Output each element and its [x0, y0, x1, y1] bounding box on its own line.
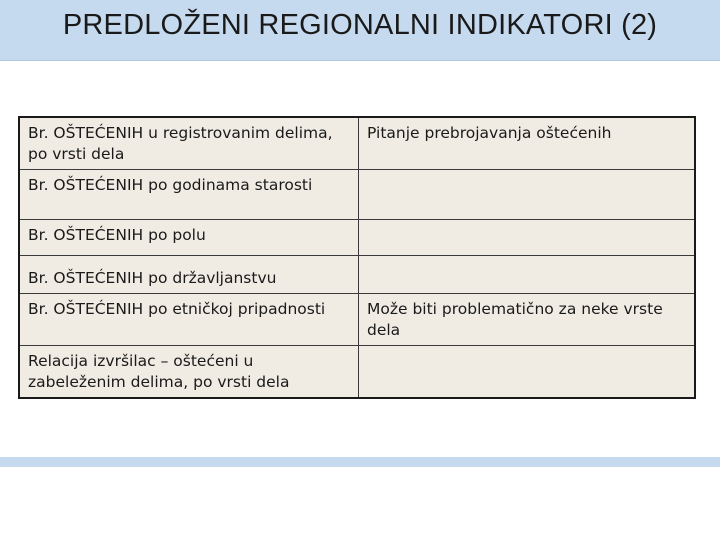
- indicator-cell: Relacija izvršilac – oštećeni u zabeleženim delima, po vrsti dela: [19, 346, 359, 399]
- indicator-cell: Br. OŠTEĆENIH u registrovanim delima, po vrsti dela: [19, 117, 359, 170]
- table-row: [19, 170, 695, 220]
- note-cell: [359, 256, 696, 294]
- table-row: [19, 117, 695, 170]
- note-cell: [359, 346, 696, 399]
- title-bar: [0, 0, 720, 61]
- note-cell: Pitanje prebrojavanja oštećenih: [359, 117, 696, 170]
- indicator-cell: Br. OŠTEĆENIH po polu: [19, 220, 359, 256]
- table-row: [19, 220, 695, 256]
- indicators-table: [18, 116, 696, 399]
- bottom-bar: [0, 457, 720, 467]
- table-row: [19, 294, 695, 346]
- indicator-cell: Br. OŠTEĆENIH po državljanstvu: [19, 256, 359, 294]
- indicator-cell: Br. OŠTEĆENIH po godinama starosti: [19, 170, 359, 220]
- table-row: [19, 256, 695, 294]
- table-row: [19, 346, 695, 399]
- note-cell: Može biti problematično za neke vrste dela: [359, 294, 696, 346]
- slide-title: PREDLOŽENI REGIONALNI INDIKATORI (2): [62, 9, 658, 41]
- indicator-cell: Br. OŠTEĆENIH po etničkoj pripadnosti: [19, 294, 359, 346]
- note-cell: [359, 170, 696, 220]
- note-cell: [359, 220, 696, 256]
